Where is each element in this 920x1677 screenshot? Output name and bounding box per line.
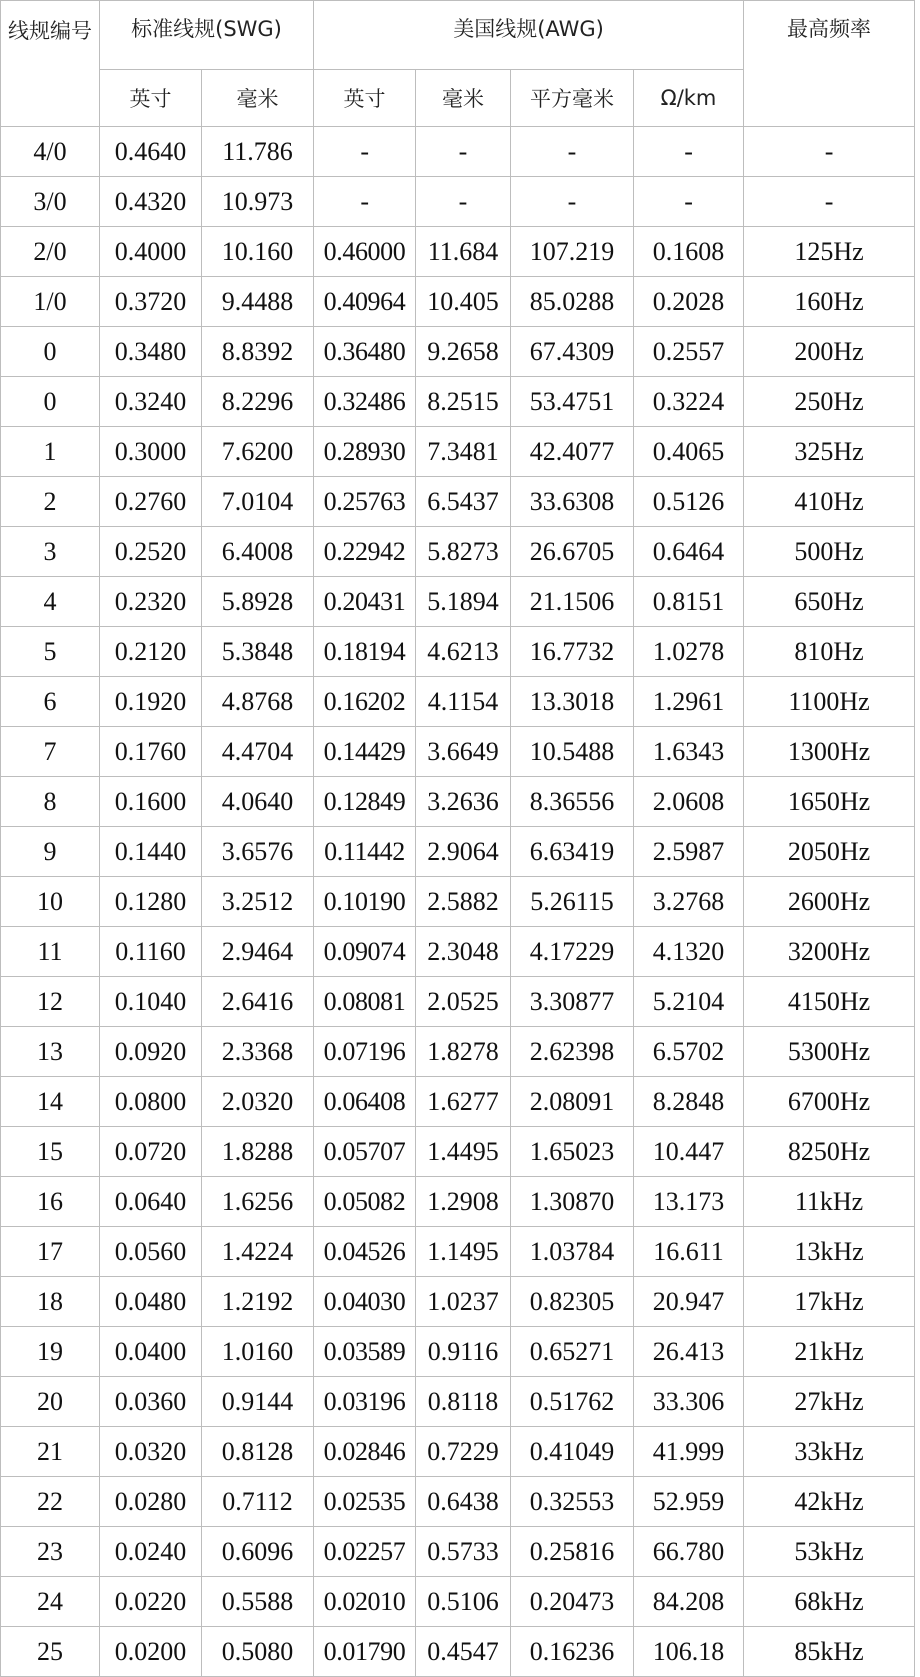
cell-gauge-number: 20 xyxy=(1,1377,100,1427)
cell-swg-mm: 4.8768 xyxy=(202,677,314,727)
cell-swg-mm: 3.6576 xyxy=(202,827,314,877)
cell-awg-inch: 0.11442 xyxy=(314,827,416,877)
cell-swg-inch: 0.3240 xyxy=(100,377,202,427)
cell-gauge-number: 3 xyxy=(1,527,100,577)
cell-awg-mm: 6.5437 xyxy=(416,477,511,527)
cell-awg-inch: 0.10190 xyxy=(314,877,416,927)
cell-awg-mm2: 8.36556 xyxy=(511,777,634,827)
table-row xyxy=(1,227,915,277)
cell-awg-mm: 2.3048 xyxy=(416,927,511,977)
cell-swg-mm: 0.9144 xyxy=(202,1377,314,1427)
cell-awg-mm: 1.0237 xyxy=(416,1277,511,1327)
cell-swg-inch: 0.0640 xyxy=(100,1177,202,1227)
cell-swg-mm: 0.5588 xyxy=(202,1577,314,1627)
cell-swg-mm: 2.3368 xyxy=(202,1027,314,1077)
cell-awg-inch: 0.05082 xyxy=(314,1177,416,1227)
cell-swg-inch: 0.0240 xyxy=(100,1527,202,1577)
cell-gauge-number: 10 xyxy=(1,877,100,927)
cell-awg-mm2: 0.16236 xyxy=(511,1627,634,1677)
cell-awg-ohm-per-km: 1.6343 xyxy=(634,727,744,777)
table-row xyxy=(1,1327,915,1377)
table-row xyxy=(1,477,915,527)
cell-swg-inch: 0.0400 xyxy=(100,1327,202,1377)
cell-swg-inch: 0.2120 xyxy=(100,627,202,677)
cell-swg-inch: 0.3480 xyxy=(100,327,202,377)
cell-awg-ohm-per-km: 0.1608 xyxy=(634,227,744,277)
table-row xyxy=(1,777,915,827)
cell-max-frequency: 5300Hz xyxy=(744,1027,915,1077)
cell-swg-mm: 11.786 xyxy=(202,127,314,177)
cell-max-frequency: 6700Hz xyxy=(744,1077,915,1127)
cell-awg-ohm-per-km: - xyxy=(634,177,744,227)
cell-awg-mm: 0.7229 xyxy=(416,1427,511,1477)
cell-awg-mm2: 2.62398 xyxy=(511,1027,634,1077)
cell-awg-ohm-per-km: 26.413 xyxy=(634,1327,744,1377)
header-max-frequency: 最高频率 xyxy=(744,1,915,127)
cell-gauge-number: 17 xyxy=(1,1227,100,1277)
cell-awg-mm2: 107.219 xyxy=(511,227,634,277)
cell-swg-inch: 0.3000 xyxy=(100,427,202,477)
cell-awg-mm2: 3.30877 xyxy=(511,977,634,1027)
cell-max-frequency: 11kHz xyxy=(744,1177,915,1227)
cell-awg-inch: - xyxy=(314,177,416,227)
cell-max-frequency: 500Hz xyxy=(744,527,915,577)
table-row xyxy=(1,827,915,877)
cell-awg-ohm-per-km: 0.3224 xyxy=(634,377,744,427)
cell-swg-inch: 0.2520 xyxy=(100,527,202,577)
cell-awg-ohm-per-km: 66.780 xyxy=(634,1527,744,1577)
cell-awg-inch: 0.36480 xyxy=(314,327,416,377)
cell-awg-ohm-per-km: 3.2768 xyxy=(634,877,744,927)
table-row xyxy=(1,677,915,727)
cell-awg-mm: 3.6649 xyxy=(416,727,511,777)
cell-gauge-number: 14 xyxy=(1,1077,100,1127)
header-awg-inch: 英寸 xyxy=(314,70,416,127)
cell-awg-inch: 0.02010 xyxy=(314,1577,416,1627)
cell-awg-inch: 0.03589 xyxy=(314,1327,416,1377)
cell-awg-mm: - xyxy=(416,127,511,177)
cell-gauge-number: 23 xyxy=(1,1527,100,1577)
table-row xyxy=(1,1527,915,1577)
table-row xyxy=(1,1627,915,1677)
cell-awg-mm2: 1.65023 xyxy=(511,1127,634,1177)
cell-gauge-number: 11 xyxy=(1,927,100,977)
cell-awg-mm: 0.4547 xyxy=(416,1627,511,1677)
cell-awg-ohm-per-km: 1.2961 xyxy=(634,677,744,727)
cell-awg-inch: 0.06408 xyxy=(314,1077,416,1127)
cell-awg-mm: 5.8273 xyxy=(416,527,511,577)
cell-awg-mm: 4.1154 xyxy=(416,677,511,727)
cell-awg-mm2: - xyxy=(511,177,634,227)
cell-swg-inch: 0.0320 xyxy=(100,1427,202,1477)
cell-swg-inch: 0.0480 xyxy=(100,1277,202,1327)
cell-swg-mm: 5.8928 xyxy=(202,577,314,627)
cell-max-frequency: 2600Hz xyxy=(744,877,915,927)
table-row xyxy=(1,1077,915,1127)
cell-gauge-number: 0 xyxy=(1,327,100,377)
cell-max-frequency: 68kHz xyxy=(744,1577,915,1627)
cell-awg-mm: 1.2908 xyxy=(416,1177,511,1227)
table-row xyxy=(1,877,915,927)
cell-swg-mm: 2.9464 xyxy=(202,927,314,977)
cell-awg-mm: 1.1495 xyxy=(416,1227,511,1277)
cell-awg-inch: 0.02257 xyxy=(314,1527,416,1577)
cell-swg-inch: 0.1040 xyxy=(100,977,202,1027)
cell-awg-mm2: 1.30870 xyxy=(511,1177,634,1227)
cell-gauge-number: 13 xyxy=(1,1027,100,1077)
cell-swg-mm: 1.2192 xyxy=(202,1277,314,1327)
cell-awg-inch: 0.03196 xyxy=(314,1377,416,1427)
cell-swg-inch: 0.2320 xyxy=(100,577,202,627)
cell-awg-mm: 1.8278 xyxy=(416,1027,511,1077)
cell-swg-inch: 0.1440 xyxy=(100,827,202,877)
cell-swg-mm: 0.7112 xyxy=(202,1477,314,1527)
cell-awg-inch: 0.46000 xyxy=(314,227,416,277)
cell-awg-inch: - xyxy=(314,127,416,177)
header-gauge-number: 线规编号 xyxy=(1,1,100,127)
cell-awg-ohm-per-km: 106.18 xyxy=(634,1627,744,1677)
cell-gauge-number: 19 xyxy=(1,1327,100,1377)
cell-awg-mm: 0.5733 xyxy=(416,1527,511,1577)
cell-max-frequency: 13kHz xyxy=(744,1227,915,1277)
cell-awg-ohm-per-km: 2.0608 xyxy=(634,777,744,827)
cell-max-frequency: 17kHz xyxy=(744,1277,915,1327)
cell-max-frequency: 8250Hz xyxy=(744,1127,915,1177)
cell-awg-ohm-per-km: 20.947 xyxy=(634,1277,744,1327)
cell-gauge-number: 5 xyxy=(1,627,100,677)
table-row xyxy=(1,627,915,677)
header-awg: 美国线规(AWG) xyxy=(314,1,744,70)
cell-swg-inch: 0.4000 xyxy=(100,227,202,277)
cell-max-frequency: - xyxy=(744,127,915,177)
cell-max-frequency: 810Hz xyxy=(744,627,915,677)
cell-gauge-number: 2 xyxy=(1,477,100,527)
cell-awg-mm2: 5.26115 xyxy=(511,877,634,927)
cell-max-frequency: - xyxy=(744,177,915,227)
cell-awg-inch: 0.02535 xyxy=(314,1477,416,1527)
cell-max-frequency: 325Hz xyxy=(744,427,915,477)
cell-awg-mm2: 0.32553 xyxy=(511,1477,634,1527)
cell-awg-mm: 5.1894 xyxy=(416,577,511,627)
cell-max-frequency: 42kHz xyxy=(744,1477,915,1527)
cell-awg-inch: 0.32486 xyxy=(314,377,416,427)
cell-awg-mm: 0.9116 xyxy=(416,1327,511,1377)
cell-gauge-number: 16 xyxy=(1,1177,100,1227)
cell-awg-inch: 0.07196 xyxy=(314,1027,416,1077)
cell-swg-inch: 0.1600 xyxy=(100,777,202,827)
table-row xyxy=(1,377,915,427)
cell-max-frequency: 4150Hz xyxy=(744,977,915,1027)
cell-swg-mm: 1.4224 xyxy=(202,1227,314,1277)
cell-awg-inch: 0.40964 xyxy=(314,277,416,327)
cell-awg-ohm-per-km: 0.6464 xyxy=(634,527,744,577)
cell-gauge-number: 1/0 xyxy=(1,277,100,327)
cell-swg-mm: 2.0320 xyxy=(202,1077,314,1127)
cell-awg-inch: 0.05707 xyxy=(314,1127,416,1177)
cell-awg-mm: 1.6277 xyxy=(416,1077,511,1127)
table-row xyxy=(1,1177,915,1227)
cell-awg-mm2: 0.51762 xyxy=(511,1377,634,1427)
cell-swg-mm: 1.0160 xyxy=(202,1327,314,1377)
cell-swg-inch: 0.1760 xyxy=(100,727,202,777)
cell-swg-mm: 4.0640 xyxy=(202,777,314,827)
table-row xyxy=(1,1227,915,1277)
cell-awg-mm: 7.3481 xyxy=(416,427,511,477)
cell-gauge-number: 6 xyxy=(1,677,100,727)
table-row xyxy=(1,1577,915,1627)
cell-awg-mm2: 67.4309 xyxy=(511,327,634,377)
cell-awg-inch: 0.14429 xyxy=(314,727,416,777)
table-row xyxy=(1,977,915,1027)
cell-awg-inch: 0.09074 xyxy=(314,927,416,977)
cell-swg-mm: 10.160 xyxy=(202,227,314,277)
cell-awg-mm: 9.2658 xyxy=(416,327,511,377)
cell-awg-mm: 0.8118 xyxy=(416,1377,511,1427)
cell-swg-inch: 0.0800 xyxy=(100,1077,202,1127)
cell-awg-ohm-per-km: 8.2848 xyxy=(634,1077,744,1127)
cell-awg-mm2: 85.0288 xyxy=(511,277,634,327)
cell-swg-mm: 0.8128 xyxy=(202,1427,314,1477)
cell-gauge-number: 8 xyxy=(1,777,100,827)
cell-awg-mm2: 2.08091 xyxy=(511,1077,634,1127)
cell-awg-mm: - xyxy=(416,177,511,227)
cell-max-frequency: 160Hz xyxy=(744,277,915,327)
cell-swg-inch: 0.1160 xyxy=(100,927,202,977)
table-row xyxy=(1,1427,915,1477)
cell-swg-inch: 0.0720 xyxy=(100,1127,202,1177)
cell-swg-mm: 3.2512 xyxy=(202,877,314,927)
table-header xyxy=(1,1,915,127)
cell-gauge-number: 2/0 xyxy=(1,227,100,277)
cell-awg-mm: 2.9064 xyxy=(416,827,511,877)
cell-awg-ohm-per-km: 33.306 xyxy=(634,1377,744,1427)
table-row xyxy=(1,1027,915,1077)
cell-max-frequency: 1300Hz xyxy=(744,727,915,777)
cell-awg-mm2: 1.03784 xyxy=(511,1227,634,1277)
cell-swg-mm: 5.3848 xyxy=(202,627,314,677)
cell-awg-mm2: 10.5488 xyxy=(511,727,634,777)
header-swg: 标准线规(SWG) xyxy=(100,1,314,70)
cell-swg-inch: 0.4320 xyxy=(100,177,202,227)
cell-awg-ohm-per-km: 10.447 xyxy=(634,1127,744,1177)
cell-awg-ohm-per-km: 6.5702 xyxy=(634,1027,744,1077)
cell-swg-inch: 0.1280 xyxy=(100,877,202,927)
cell-awg-ohm-per-km: 41.999 xyxy=(634,1427,744,1477)
cell-awg-ohm-per-km: 0.5126 xyxy=(634,477,744,527)
cell-awg-mm2: 6.63419 xyxy=(511,827,634,877)
cell-awg-mm: 3.2636 xyxy=(416,777,511,827)
cell-gauge-number: 7 xyxy=(1,727,100,777)
cell-awg-inch: 0.25763 xyxy=(314,477,416,527)
cell-gauge-number: 4/0 xyxy=(1,127,100,177)
cell-awg-mm: 4.6213 xyxy=(416,627,511,677)
cell-awg-mm2: 42.4077 xyxy=(511,427,634,477)
cell-max-frequency: 1650Hz xyxy=(744,777,915,827)
table-row xyxy=(1,277,915,327)
cell-gauge-number: 9 xyxy=(1,827,100,877)
cell-awg-mm: 11.684 xyxy=(416,227,511,277)
cell-awg-inch: 0.12849 xyxy=(314,777,416,827)
cell-awg-ohm-per-km: 13.173 xyxy=(634,1177,744,1227)
cell-max-frequency: 650Hz xyxy=(744,577,915,627)
header-swg-mm: 毫米 xyxy=(202,70,314,127)
cell-awg-mm2: - xyxy=(511,127,634,177)
cell-gauge-number: 15 xyxy=(1,1127,100,1177)
cell-awg-ohm-per-km: 84.208 xyxy=(634,1577,744,1627)
cell-gauge-number: 12 xyxy=(1,977,100,1027)
cell-swg-inch: 0.0280 xyxy=(100,1477,202,1527)
cell-gauge-number: 21 xyxy=(1,1427,100,1477)
cell-awg-mm2: 16.7732 xyxy=(511,627,634,677)
table-row xyxy=(1,927,915,977)
table-row xyxy=(1,1277,915,1327)
cell-awg-ohm-per-km: 0.4065 xyxy=(634,427,744,477)
cell-awg-mm2: 0.82305 xyxy=(511,1277,634,1327)
cell-awg-mm: 10.405 xyxy=(416,277,511,327)
cell-awg-mm2: 0.20473 xyxy=(511,1577,634,1627)
cell-awg-inch: 0.02846 xyxy=(314,1427,416,1477)
cell-awg-ohm-per-km: 0.2557 xyxy=(634,327,744,377)
cell-awg-mm: 8.2515 xyxy=(416,377,511,427)
header-row-top xyxy=(1,1,915,70)
cell-awg-inch: 0.16202 xyxy=(314,677,416,727)
cell-awg-ohm-per-km: 4.1320 xyxy=(634,927,744,977)
cell-max-frequency: 410Hz xyxy=(744,477,915,527)
table-row xyxy=(1,577,915,627)
table-row xyxy=(1,1477,915,1527)
cell-awg-ohm-per-km: 0.8151 xyxy=(634,577,744,627)
cell-awg-mm2: 0.41049 xyxy=(511,1427,634,1477)
header-awg-ohm-per-km: Ω/km xyxy=(634,70,744,127)
cell-swg-mm: 7.6200 xyxy=(202,427,314,477)
cell-awg-mm2: 4.17229 xyxy=(511,927,634,977)
table-row xyxy=(1,127,915,177)
table-row xyxy=(1,1127,915,1177)
cell-awg-inch: 0.04526 xyxy=(314,1227,416,1277)
cell-swg-inch: 0.1920 xyxy=(100,677,202,727)
cell-max-frequency: 1100Hz xyxy=(744,677,915,727)
cell-awg-mm: 2.0525 xyxy=(416,977,511,1027)
table-row xyxy=(1,1377,915,1427)
header-swg-inch: 英寸 xyxy=(100,70,202,127)
cell-awg-ohm-per-km: 0.2028 xyxy=(634,277,744,327)
cell-swg-inch: 0.0220 xyxy=(100,1577,202,1627)
cell-swg-inch: 0.0920 xyxy=(100,1027,202,1077)
cell-gauge-number: 24 xyxy=(1,1577,100,1627)
cell-awg-ohm-per-km: 52.959 xyxy=(634,1477,744,1527)
cell-max-frequency: 125Hz xyxy=(744,227,915,277)
header-awg-mm: 毫米 xyxy=(416,70,511,127)
cell-awg-mm: 0.6438 xyxy=(416,1477,511,1527)
cell-swg-mm: 6.4008 xyxy=(202,527,314,577)
cell-gauge-number: 4 xyxy=(1,577,100,627)
cell-awg-inch: 0.01790 xyxy=(314,1627,416,1677)
cell-awg-mm2: 53.4751 xyxy=(511,377,634,427)
cell-gauge-number: 22 xyxy=(1,1477,100,1527)
cell-max-frequency: 85kHz xyxy=(744,1627,915,1677)
cell-awg-mm: 0.5106 xyxy=(416,1577,511,1627)
cell-swg-mm: 7.0104 xyxy=(202,477,314,527)
cell-awg-mm: 2.5882 xyxy=(416,877,511,927)
cell-awg-inch: 0.18194 xyxy=(314,627,416,677)
table-row xyxy=(1,327,915,377)
table-row xyxy=(1,727,915,777)
cell-swg-inch: 0.0200 xyxy=(100,1627,202,1677)
cell-awg-ohm-per-km: 1.0278 xyxy=(634,627,744,677)
cell-awg-ohm-per-km: - xyxy=(634,127,744,177)
cell-gauge-number: 25 xyxy=(1,1627,100,1677)
cell-awg-ohm-per-km: 16.611 xyxy=(634,1227,744,1277)
cell-gauge-number: 18 xyxy=(1,1277,100,1327)
cell-swg-mm: 1.6256 xyxy=(202,1177,314,1227)
cell-swg-mm: 0.6096 xyxy=(202,1527,314,1577)
cell-max-frequency: 33kHz xyxy=(744,1427,915,1477)
table-body xyxy=(1,127,915,1677)
cell-awg-mm2: 33.6308 xyxy=(511,477,634,527)
cell-swg-inch: 0.3720 xyxy=(100,277,202,327)
cell-gauge-number: 1 xyxy=(1,427,100,477)
cell-swg-mm: 2.6416 xyxy=(202,977,314,1027)
cell-awg-mm2: 0.65271 xyxy=(511,1327,634,1377)
cell-gauge-number: 0 xyxy=(1,377,100,427)
cell-max-frequency: 200Hz xyxy=(744,327,915,377)
cell-awg-inch: 0.08081 xyxy=(314,977,416,1027)
cell-swg-mm: 4.4704 xyxy=(202,727,314,777)
cell-swg-inch: 0.2760 xyxy=(100,477,202,527)
cell-swg-inch: 0.0560 xyxy=(100,1227,202,1277)
cell-swg-mm: 9.4488 xyxy=(202,277,314,327)
cell-swg-mm: 0.5080 xyxy=(202,1627,314,1677)
cell-swg-inch: 0.4640 xyxy=(100,127,202,177)
cell-swg-mm: 8.8392 xyxy=(202,327,314,377)
cell-awg-ohm-per-km: 2.5987 xyxy=(634,827,744,877)
cell-max-frequency: 21kHz xyxy=(744,1327,915,1377)
cell-awg-ohm-per-km: 5.2104 xyxy=(634,977,744,1027)
header-awg-mm2: 平方毫米 xyxy=(511,70,634,127)
cell-awg-mm: 1.4495 xyxy=(416,1127,511,1177)
cell-swg-inch: 0.0360 xyxy=(100,1377,202,1427)
cell-max-frequency: 27kHz xyxy=(744,1377,915,1427)
cell-awg-mm2: 26.6705 xyxy=(511,527,634,577)
cell-max-frequency: 53kHz xyxy=(744,1527,915,1577)
cell-awg-inch: 0.28930 xyxy=(314,427,416,477)
cell-awg-inch: 0.20431 xyxy=(314,577,416,627)
cell-gauge-number: 3/0 xyxy=(1,177,100,227)
cell-max-frequency: 2050Hz xyxy=(744,827,915,877)
cell-awg-inch: 0.22942 xyxy=(314,527,416,577)
table-row xyxy=(1,427,915,477)
cell-swg-mm: 10.973 xyxy=(202,177,314,227)
table-row xyxy=(1,527,915,577)
cell-awg-mm2: 13.3018 xyxy=(511,677,634,727)
cell-max-frequency: 3200Hz xyxy=(744,927,915,977)
cell-max-frequency: 250Hz xyxy=(744,377,915,427)
cell-swg-mm: 1.8288 xyxy=(202,1127,314,1177)
table-row xyxy=(1,177,915,227)
cell-swg-mm: 8.2296 xyxy=(202,377,314,427)
cell-awg-mm2: 21.1506 xyxy=(511,577,634,627)
cell-awg-mm2: 0.25816 xyxy=(511,1527,634,1577)
cell-awg-inch: 0.04030 xyxy=(314,1277,416,1327)
